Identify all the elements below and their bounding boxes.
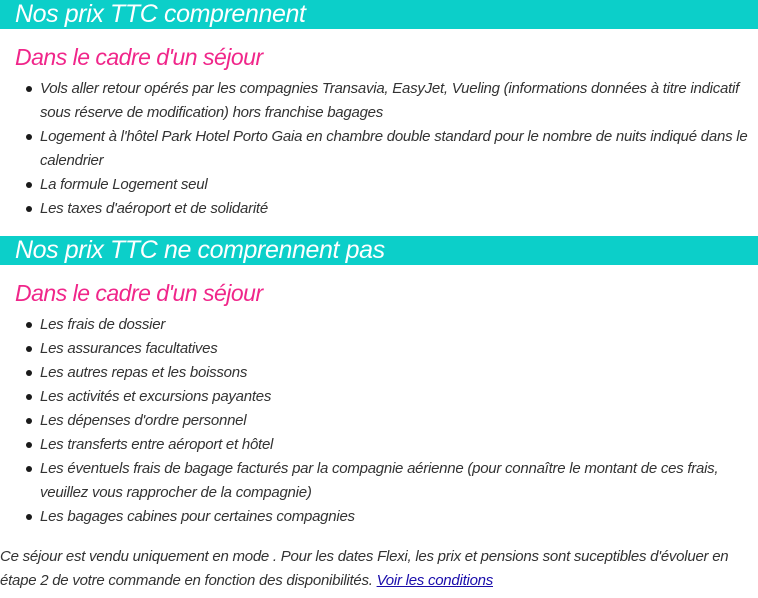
bullet-icon [26, 466, 32, 472]
list-item: Les éventuels frais de bagage facturés par la compagnie aérienne (pour connaître le montant de ces frais, veuillez vous rapprocher de la compagnie) [40, 457, 758, 505]
bullet-icon [26, 134, 32, 140]
bullet-icon [26, 514, 32, 520]
list-item: Les frais de dossier [40, 313, 758, 337]
list-item: Les assurances facultatives [40, 337, 758, 361]
excluded-section [0, 236, 758, 529]
list-item: La formule Logement seul [40, 173, 758, 197]
bullet-icon [26, 86, 32, 92]
list-item: Les dépenses d'ordre personnel [40, 409, 758, 433]
footer-note [0, 545, 758, 593]
bullet-icon [26, 394, 32, 400]
bullet-icon [26, 322, 32, 328]
included-section [0, 0, 758, 221]
included-header: Nos prix TTC comprennent [0, 0, 758, 29]
excluded-subheading: Dans le cadre d'un séjour [15, 280, 263, 306]
list-item: Les bagages cabines pour certaines compagnies [40, 505, 758, 529]
bullet-icon [26, 206, 32, 212]
conditions-link[interactable]: Voir les conditions [376, 572, 493, 589]
bullet-icon [26, 442, 32, 448]
included-subheading: Dans le cadre d'un séjour [15, 44, 263, 70]
excluded-list [0, 313, 758, 529]
bullet-icon [26, 370, 32, 376]
list-item: Les transferts entre aéroport et hôtel [40, 433, 758, 457]
list-item: Logement à l'hôtel Park Hotel Porto Gaia en chambre double standard pour le nombre de nuits indiqué dans le calendrier [40, 125, 758, 173]
bullet-icon [26, 346, 32, 352]
excluded-header: Nos prix TTC ne comprennent pas [0, 236, 758, 265]
footer-text: Ce séjour est vendu uniquement en mode . Pour les dates Flexi, les prix et pensions sont suceptibles d'évoluer en étape 2 de votre commande en fonction des disponibilités. [0, 548, 729, 589]
included-list [0, 77, 758, 221]
list-item: Les taxes d'aéroport et de solidarité [40, 197, 758, 221]
list-item: Vols aller retour opérés par les compagnies Transavia, EasyJet, Vueling (informations données à titre indicatif sous réserve de modification) hors franchise bagages [40, 77, 758, 125]
bullet-icon [26, 182, 32, 188]
bullet-icon [26, 418, 32, 424]
list-item: Les autres repas et les boissons [40, 361, 758, 385]
list-item: Les activités et excursions payantes [40, 385, 758, 409]
